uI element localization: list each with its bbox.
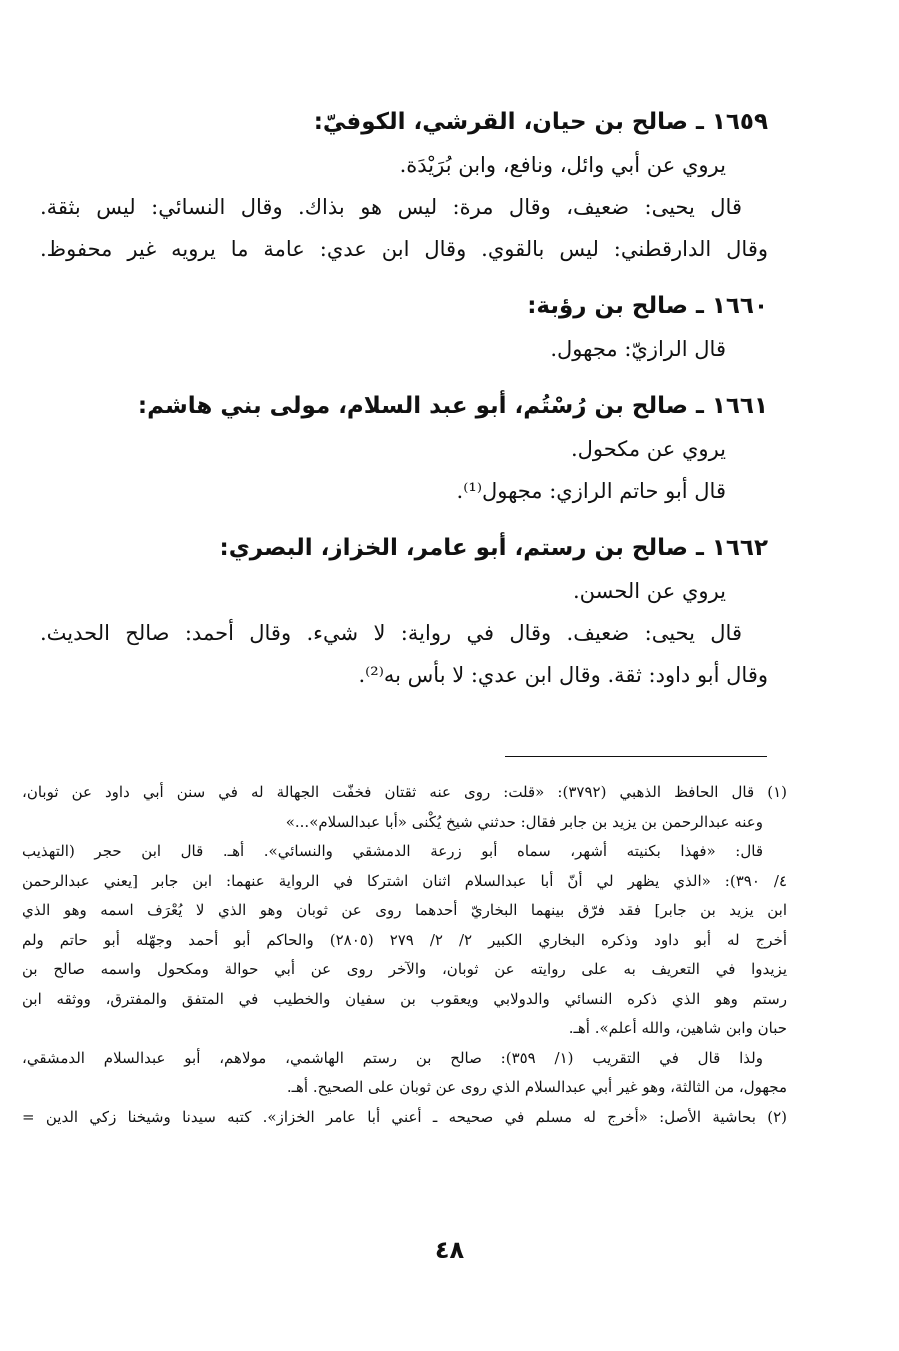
page-number: ٤٨ xyxy=(434,1236,465,1264)
entry-line: يروي عن أبي وائل، ونافع، وابن بُرَيْدَة. xyxy=(399,153,726,177)
entry-1659 xyxy=(40,100,768,270)
entry-line: وقال أبو داود: ثقة. وقال ابن عدي: لا بأس به⁽²⁾. xyxy=(358,663,768,687)
entry-1662 xyxy=(40,526,768,696)
footnotes xyxy=(22,778,787,1132)
footnote-line: (٢) بحاشية الأصل: «أخرج له مسلم في صحيحه ـ أعني أبا عامر الخزاز». كتبه سيدنا وشيخنا زكي الدين = xyxy=(22,1107,787,1126)
entry-line: يروي عن مكحول. xyxy=(570,437,726,461)
entry-1660 xyxy=(40,284,768,370)
footnote-line: وعنه عبدالرحمن بن يزيد بن جابر فقال: حدثني شيخ يُكْنى «أبا عبدالسلام»...» xyxy=(285,812,763,831)
footnote-line: ابن يزيد بن جابر] فقد فرّق بينهما البخاريّ أحدهما روى عن ثوبان وهو الذي لا يُعْرَف اسمه وهو الذي xyxy=(22,901,787,919)
entry-line: قال يحيى: ضعيف. وقال في رواية: لا شيء. وقال أحمد: صالح الحديث. xyxy=(40,621,742,645)
footnote-line: قال: «فهذا بكنيته أشهر، سماه أبو زرعة الدمشقي والنسائي». أهـ. قال ابن حجر (التهذيب xyxy=(22,842,763,860)
footnote-line: (١) قال الحافظ الذهبي (٣٧٩٢): «قلت: روى عنه ثقتان فخفّت الجهالة له في سنن أبي داود عن ثوبان، xyxy=(22,783,787,801)
entry-line: قال يحيى: ضعيف، وقال مرة: ليس هو بذاك. وقال النسائي: ليس بثقة. xyxy=(40,195,742,219)
footnote-line: حبان وابن شاهين، والله أعلم». أهـ. xyxy=(568,1019,787,1037)
footnote-line: ٤/ ٣٩٠): «الذي يظهر لي أنّ أبا عبدالسلام اثنان اشتركا في الرواية عنهما: ابن جابر [يعني عبدالرحمن xyxy=(22,871,788,890)
footnote-line: ولذا قال في التقريب (١/ ٣٥٩): صالح بن رستم الهاشمي، مولاهم، أبو عبدالسلام الدمشقي، xyxy=(22,1048,763,1067)
footnote-line: أخرج له أبو داود وذكره البخاري الكبير ٢/ ٢/ ٢٧٩ (٢٨٠٥) والحاكم أبو أحمد وجهّله أبو حاتم ولم xyxy=(22,930,788,949)
entry-heading: ١٦٦٢ ـ صالح بن رستم، أبو عامر، الخزاز، البصري: xyxy=(219,535,768,561)
entry-line: قال الرازيّ: مجهول. xyxy=(550,337,726,361)
footnote-line: يزيدوا في التعريف به على روايته عن ثوبان، والآخر روى عن أبي حوالة ومكحول واسمه صالح بن xyxy=(22,960,787,978)
entry-heading: ١٦٦٠ ـ صالح بن رؤبة: xyxy=(527,293,768,319)
entry-line: قال أبو حاتم الرازي: مجهول⁽¹⁾. xyxy=(456,479,726,503)
entry-line: وقال الدارقطني: ليس بالقوي. وقال ابن عدي: عامة ما يرويه غير محفوظ. xyxy=(40,237,768,261)
entry-1661 xyxy=(40,384,768,512)
main-text xyxy=(40,100,768,710)
entry-heading: ١٦٦١ ـ صالح بن رُسْتُم، أبو عبد السلام، مولى بني هاشم: xyxy=(137,393,768,419)
entry-line: يروي عن الحسن. xyxy=(572,579,726,603)
footnote-line: مجهول، من الثالثة، وهو غير أبي عبدالسلام الذي روى عن ثوبان على الصحيح. أهـ. xyxy=(286,1078,787,1096)
footnote-separator xyxy=(505,756,767,757)
entry-heading: ١٦٥٩ ـ صالح بن حيان، القرشي، الكوفيّ: xyxy=(313,109,768,135)
footnote-line: رستم وهو الذي ذكره النسائي والدولابي ويعقوب بن سفيان والخطيب في المتفق والمفترق، ووثقه ابن xyxy=(22,989,787,1008)
